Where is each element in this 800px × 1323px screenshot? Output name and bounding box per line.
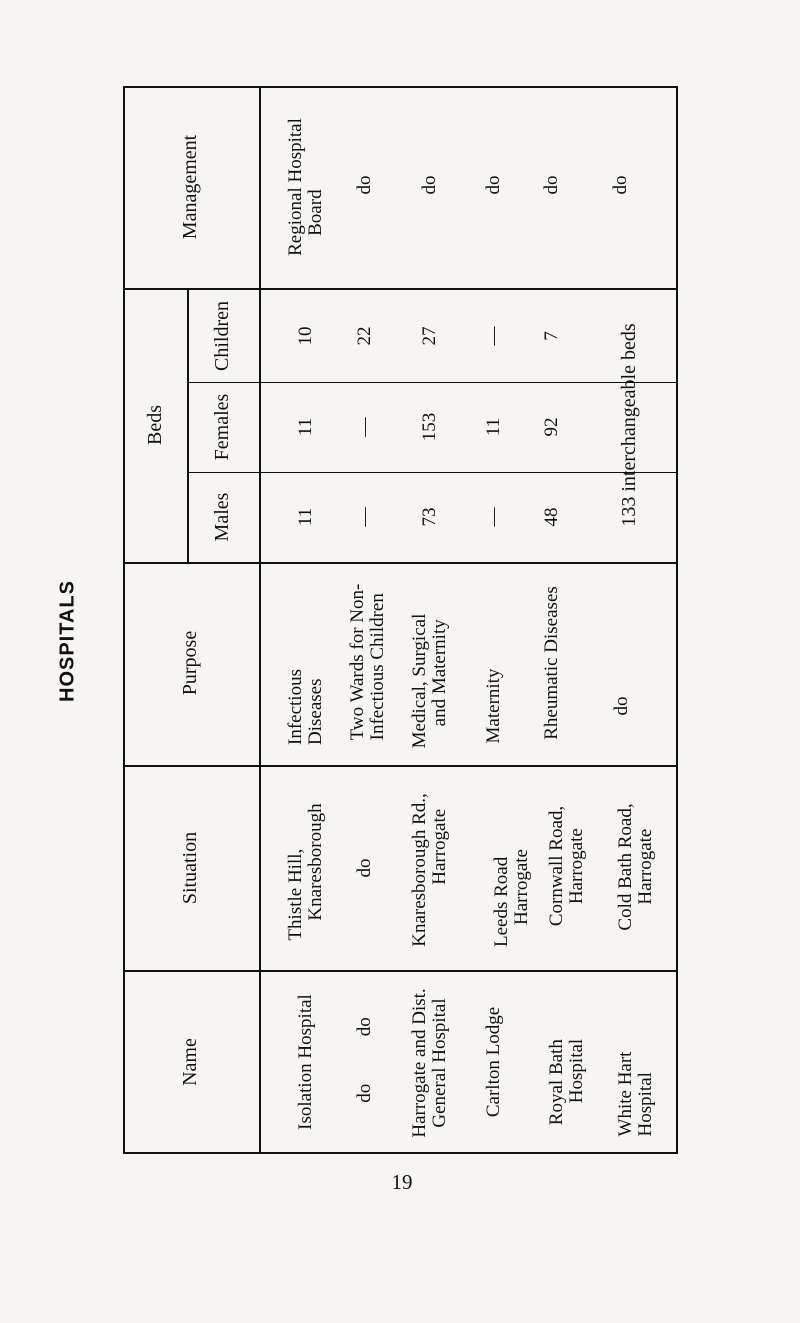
row4-situation: Leeds Road Harrogate — [491, 849, 532, 947]
row4-management: do — [483, 175, 504, 195]
header-name: Name — [179, 1038, 201, 1086]
row2-purpose: Two Wards for Non- Infectious Children — [347, 583, 388, 741]
row5-situation: Cornwall Road, Harrogate — [546, 805, 587, 927]
row2-management: do — [354, 175, 375, 195]
row3-situation: Knaresborough Rd., Harrogate — [409, 793, 450, 947]
row3-management: do — [419, 175, 440, 195]
beds-split-females-males — [187, 472, 678, 473]
row4-females: 11 — [483, 417, 504, 437]
row6-beds-note: 133 interchangeable beds — [618, 323, 640, 527]
row1-purpose: Infectious Diseases — [285, 669, 326, 745]
row3-males: 73 — [419, 507, 440, 527]
page-side-title: HOSPITALS — [56, 580, 79, 702]
divider-beds-purpose — [123, 562, 678, 564]
row5-name: Royal Bath Hospital — [546, 1038, 587, 1126]
row4-children: — — [483, 326, 504, 346]
row2-children: 22 — [354, 326, 375, 346]
row3-females: 153 — [419, 412, 440, 442]
row6-purpose: do — [611, 696, 632, 716]
row1-females: 11 — [295, 417, 316, 437]
row2-situation: do — [354, 858, 375, 878]
row5-management: do — [541, 175, 562, 195]
row5-purpose: Rheumatic Diseases — [541, 586, 562, 740]
beds-subheader-rule — [187, 288, 189, 564]
header-males: Males — [211, 492, 233, 542]
row5-males: 48 — [541, 507, 562, 527]
divider-purpose-situation — [123, 765, 678, 767]
row5-children: 7 — [541, 331, 562, 341]
row2-name: do do — [354, 1017, 375, 1103]
row2-females: — — [354, 417, 375, 437]
divider-situation-name — [123, 970, 678, 972]
header-beds: Beds — [144, 405, 166, 445]
row2-males: — — [354, 507, 375, 527]
header-purpose: Purpose — [179, 630, 201, 696]
row3-name: Harrogate and Dist. General Hospital — [409, 988, 450, 1138]
page-number: 19 — [391, 1170, 413, 1194]
row1-males: 11 — [295, 507, 316, 527]
header-management: Management — [179, 134, 201, 240]
row6-situation: Cold Bath Road, Harrogate — [615, 803, 656, 931]
header-column-rule — [259, 86, 261, 1154]
row1-management: Regional Hospital Board — [285, 118, 326, 256]
row1-children: 10 — [295, 326, 316, 346]
header-females: Females — [211, 393, 233, 461]
row4-males: — — [483, 507, 504, 527]
header-situation: Situation — [179, 831, 201, 905]
row5-females: 92 — [541, 417, 562, 437]
row3-children: 27 — [419, 326, 440, 346]
row6-management: do — [610, 175, 631, 195]
beds-split-children-females — [187, 382, 678, 383]
row4-name: Carlton Lodge — [483, 1006, 504, 1118]
hospitals-table — [123, 86, 678, 1154]
row6-name: White Hart Hospital — [615, 1051, 656, 1137]
header-children: Children — [211, 301, 233, 371]
row1-situation: Thistle Hill, Knaresborough — [285, 803, 326, 941]
divider-management-beds — [123, 288, 678, 290]
row4-purpose: Maternity — [483, 668, 504, 744]
row3-purpose: Medical, Surgical and Maternity — [409, 613, 450, 749]
row1-name: Isolation Hospital — [295, 994, 316, 1130]
